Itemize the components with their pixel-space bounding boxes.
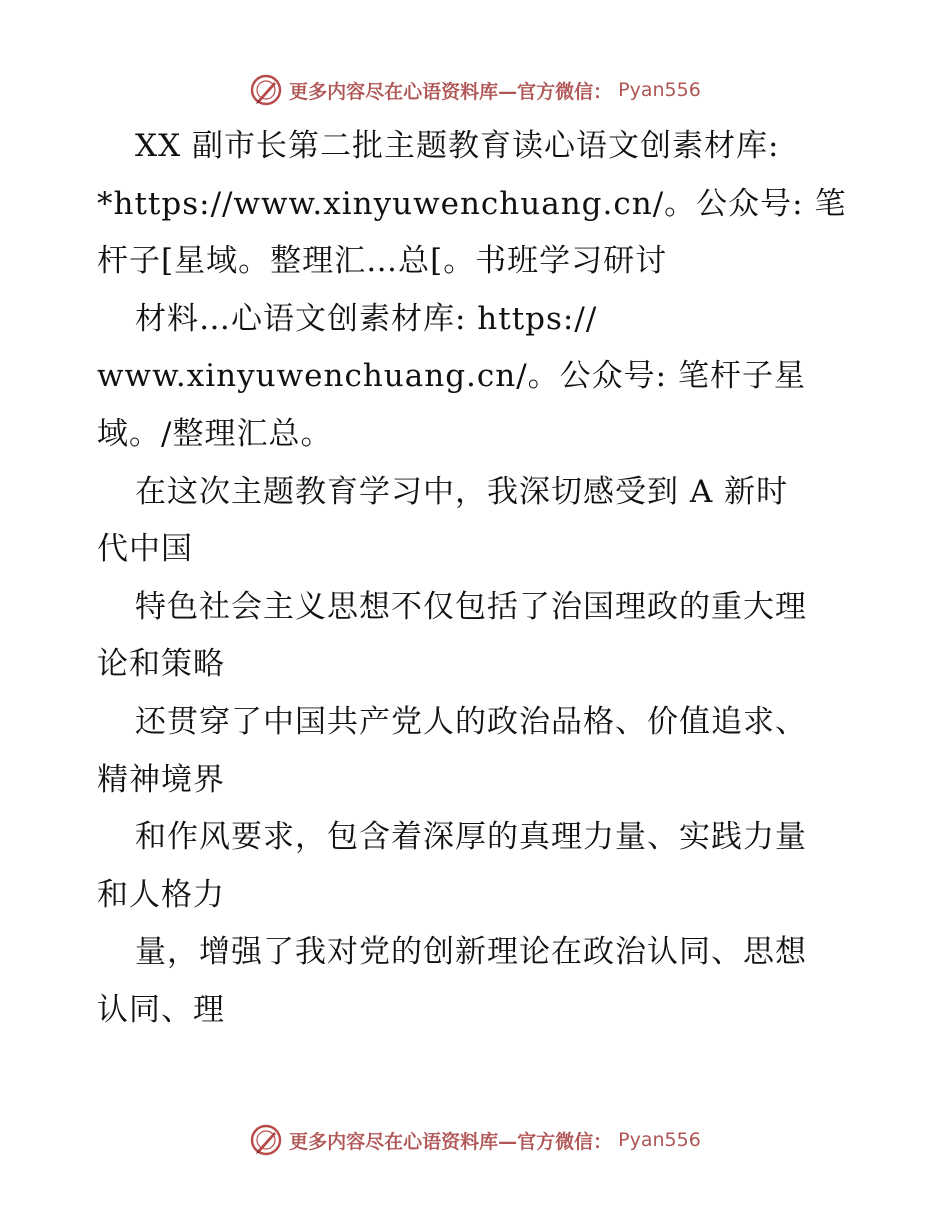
- header-banner: [0, 70, 950, 110]
- text-line: 代中国: [97, 531, 193, 568]
- footer-banner-text: 更多内容尽在心语资料库—官方微信：: [289, 1130, 613, 1153]
- text-line: 精神境界: [97, 761, 225, 798]
- text-line: 认同、理: [97, 991, 225, 1028]
- text-line: www.xinyuwenchuang.cn/。公众号: 笔杆子星: [97, 358, 806, 395]
- seal-pen-icon: [249, 73, 283, 107]
- text-line: 还贯穿了中国共产党人的政治品格、价值追求、: [135, 703, 807, 740]
- header-wechat-id: Pyan556: [618, 79, 701, 101]
- header-banner-text: 更多内容尽在心语资料库—官方微信：: [289, 80, 613, 103]
- text-line: 和人格力: [97, 876, 225, 913]
- text-line: 和作风要求，包含着深厚的真理力量、实践力量: [135, 819, 807, 856]
- text-line: 量，增强了我对党的创新理论在政治认同、思想: [135, 934, 807, 971]
- text-line: 杆子[星域。整理汇…总[。书班学习研讨: [97, 243, 668, 280]
- text-line: 论和策略: [97, 646, 225, 683]
- text-line: 域。/整理汇总。: [97, 415, 333, 452]
- seal-pen-icon: [249, 1123, 283, 1157]
- text-line: 在这次主题教育学习中，我深切感受到 A 新时: [135, 473, 789, 510]
- text-line: 材料…心语文创素材库: https://: [135, 300, 598, 337]
- text-line: *https://www.xinyuwenchuang.cn/。公众号: 笔: [97, 185, 847, 222]
- text-line: 特色社会主义思想不仅包括了治国理政的重大理: [135, 588, 807, 625]
- footer-banner: [0, 1120, 950, 1160]
- text-line: XX 副市长第二批主题教育读心语文创素材库:: [135, 128, 780, 164]
- footer-wechat-id: Pyan556: [618, 1129, 701, 1151]
- document-body: [97, 118, 867, 1040]
